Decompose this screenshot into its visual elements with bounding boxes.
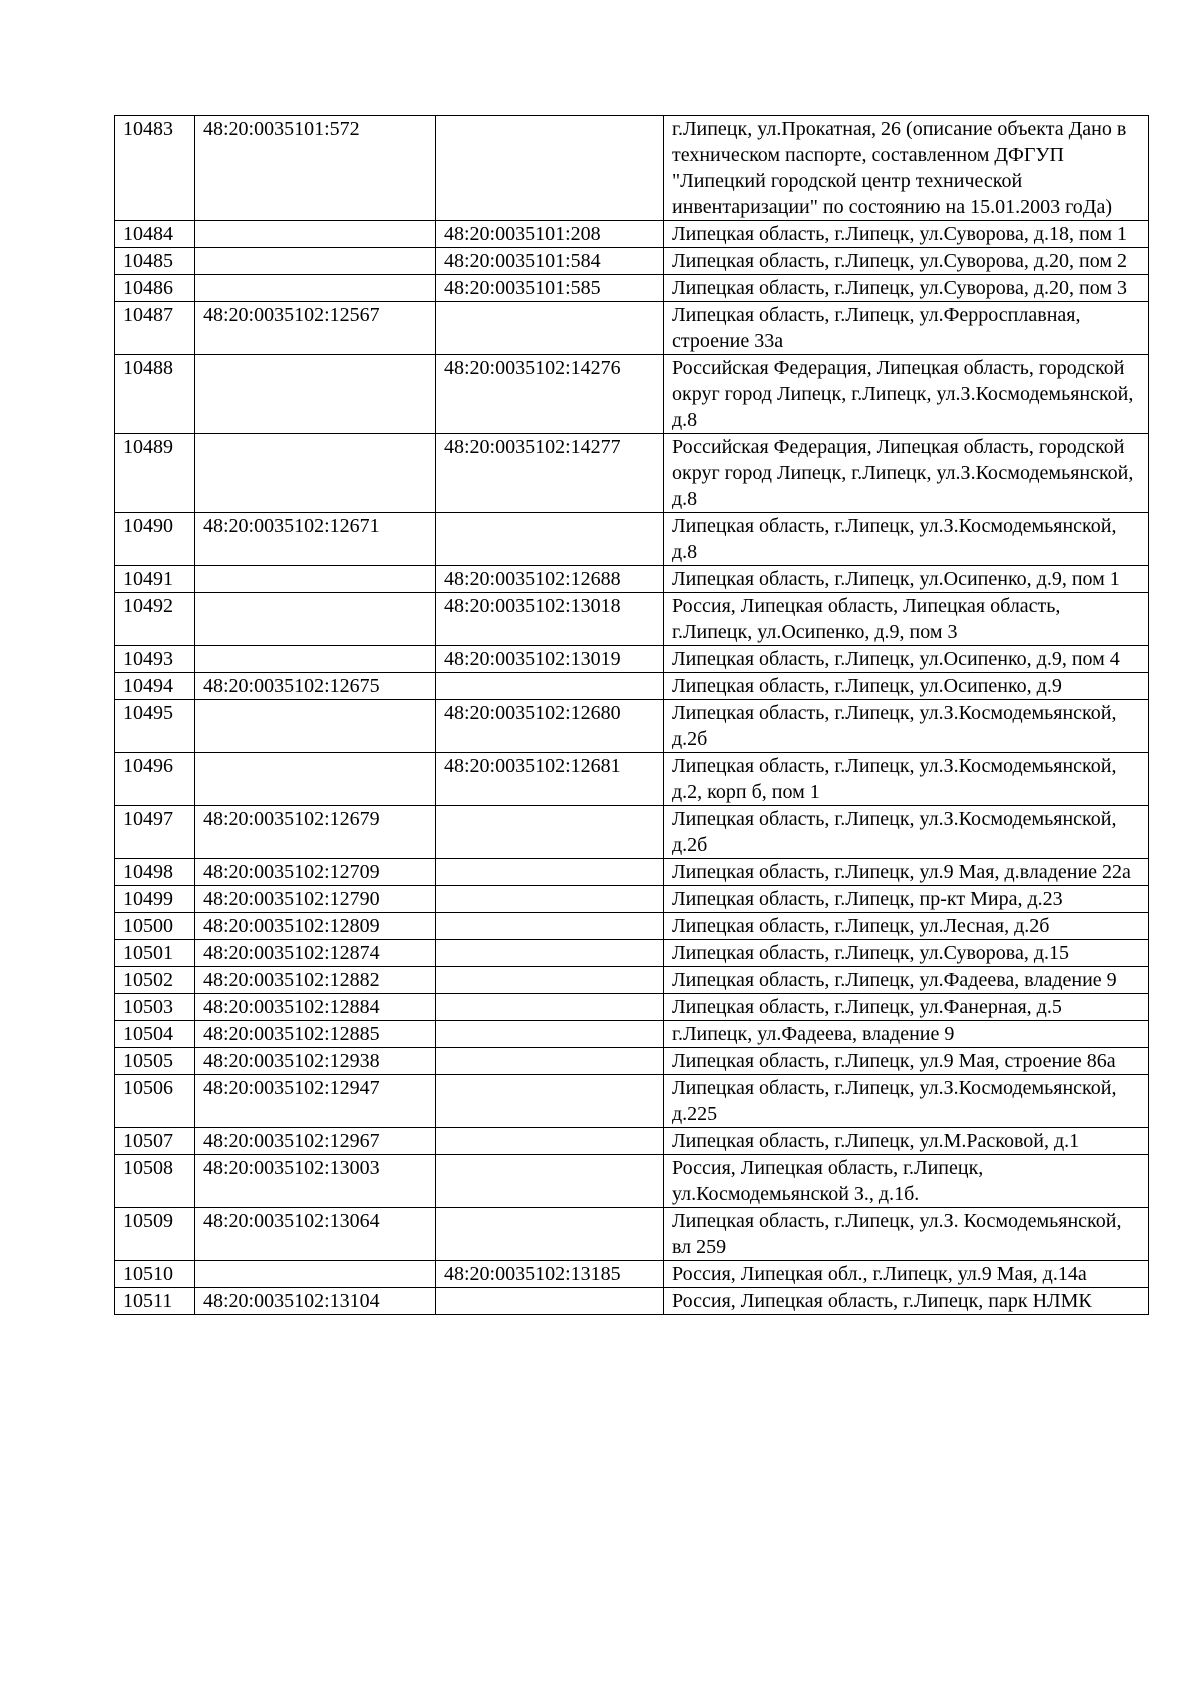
related-cadastral-number-cell: 48:20:0035102:13185 bbox=[436, 1261, 664, 1288]
row-number-cell: 10486 bbox=[115, 275, 195, 302]
row-number-cell: 10500 bbox=[115, 913, 195, 940]
address-cell: Липецкая область, г.Липецк, ул.Суворова, д.20, пом 3 bbox=[664, 275, 1149, 302]
row-number-cell: 10496 bbox=[115, 753, 195, 806]
related-cadastral-number-cell bbox=[436, 940, 664, 967]
address-cell: г.Липецк, ул.Прокатная, 26 (описание объекта Дано в техническом паспорте, составленном ДФГУП "Липецкий городской центр технической инвентаризации" по состоянию на 15.01.2003 гоДа) bbox=[664, 116, 1149, 221]
address-cell: Липецкая область, г.Липецк, ул.З.Космодемьянской, д.225 bbox=[664, 1075, 1149, 1128]
address-cell: Липецкая область, г.Липецк, ул.Осипенко, д.9, пом 4 bbox=[664, 646, 1149, 673]
related-cadastral-number-cell bbox=[436, 967, 664, 994]
table-row bbox=[115, 1075, 1149, 1128]
table-row bbox=[115, 806, 1149, 859]
row-number-cell: 10485 bbox=[115, 248, 195, 275]
table-row bbox=[115, 1288, 1149, 1315]
related-cadastral-number-cell bbox=[436, 1021, 664, 1048]
cadastral-number-cell bbox=[195, 275, 436, 302]
cadastral-number-cell: 48:20:0035102:12567 bbox=[195, 302, 436, 355]
cadastral-number-cell bbox=[195, 221, 436, 248]
cadastral-number-cell: 48:20:0035102:12882 bbox=[195, 967, 436, 994]
cadastral-number-cell bbox=[195, 434, 436, 513]
address-cell: Липецкая область, г.Липецк, ул.Осипенко, д.9, пом 1 bbox=[664, 566, 1149, 593]
related-cadastral-number-cell bbox=[436, 1075, 664, 1128]
row-number-cell: 10490 bbox=[115, 513, 195, 566]
row-number-cell: 10493 bbox=[115, 646, 195, 673]
row-number-cell: 10503 bbox=[115, 994, 195, 1021]
row-number-cell: 10511 bbox=[115, 1288, 195, 1315]
cadastral-number-cell: 48:20:0035102:12809 bbox=[195, 913, 436, 940]
cadastral-number-cell: 48:20:0035102:12790 bbox=[195, 886, 436, 913]
cadastral-number-cell bbox=[195, 355, 436, 434]
address-cell: Липецкая область, г.Липецк, ул.М.Расковой, д.1 bbox=[664, 1128, 1149, 1155]
table-row bbox=[115, 967, 1149, 994]
address-cell: Липецкая область, г.Липецк, ул.Суворова, д.20, пом 2 bbox=[664, 248, 1149, 275]
table-row bbox=[115, 566, 1149, 593]
related-cadastral-number-cell bbox=[436, 806, 664, 859]
related-cadastral-number-cell: 48:20:0035102:13018 bbox=[436, 593, 664, 646]
table-row bbox=[115, 1261, 1149, 1288]
related-cadastral-number-cell bbox=[436, 513, 664, 566]
address-cell: Липецкая область, г.Липецк, ул.Осипенко, д.9 bbox=[664, 673, 1149, 700]
cadastral-number-cell: 48:20:0035102:13104 bbox=[195, 1288, 436, 1315]
row-number-cell: 10492 bbox=[115, 593, 195, 646]
address-cell: Российская Федерация, Липецкая область, городской округ город Липецк, г.Липецк, ул.З.Космодемьянской, д.8 bbox=[664, 434, 1149, 513]
related-cadastral-number-cell: 48:20:0035102:12680 bbox=[436, 700, 664, 753]
row-number-cell: 10508 bbox=[115, 1155, 195, 1208]
table-row bbox=[115, 248, 1149, 275]
row-number-cell: 10491 bbox=[115, 566, 195, 593]
cadastral-number-cell: 48:20:0035102:12679 bbox=[195, 806, 436, 859]
cadastral-number-cell: 48:20:0035102:13003 bbox=[195, 1155, 436, 1208]
row-number-cell: 10502 bbox=[115, 967, 195, 994]
related-cadastral-number-cell bbox=[436, 994, 664, 1021]
address-cell: Липецкая область, г.Липецк, ул.Суворова, д.18, пом 1 bbox=[664, 221, 1149, 248]
related-cadastral-number-cell: 48:20:0035102:14276 bbox=[436, 355, 664, 434]
cadastral-number-cell: 48:20:0035102:12938 bbox=[195, 1048, 436, 1075]
table-row bbox=[115, 646, 1149, 673]
cadastral-number-cell bbox=[195, 593, 436, 646]
table-row bbox=[115, 1208, 1149, 1261]
table-row bbox=[115, 994, 1149, 1021]
address-cell: Российская Федерация, Липецкая область, городской округ город Липецк, г.Липецк, ул.З.Космодемьянской, д.8 bbox=[664, 355, 1149, 434]
property-table bbox=[114, 115, 1149, 1315]
table-row bbox=[115, 593, 1149, 646]
row-number-cell: 10507 bbox=[115, 1128, 195, 1155]
table-row bbox=[115, 434, 1149, 513]
related-cadastral-number-cell bbox=[436, 859, 664, 886]
related-cadastral-number-cell bbox=[436, 116, 664, 221]
row-number-cell: 10484 bbox=[115, 221, 195, 248]
cadastral-number-cell bbox=[195, 646, 436, 673]
cadastral-number-cell: 48:20:0035102:12885 bbox=[195, 1021, 436, 1048]
related-cadastral-number-cell: 48:20:0035102:12688 bbox=[436, 566, 664, 593]
address-cell: Россия, Липецкая область, г.Липецк, парк НЛМК bbox=[664, 1288, 1149, 1315]
cadastral-number-cell: 48:20:0035102:12967 bbox=[195, 1128, 436, 1155]
address-cell: Липецкая область, г.Липецк, ул.Суворова, д.15 bbox=[664, 940, 1149, 967]
related-cadastral-number-cell bbox=[436, 1288, 664, 1315]
address-cell: Липецкая область, г.Липецк, ул.З.Космодемьянской, д.8 bbox=[664, 513, 1149, 566]
table-row bbox=[115, 700, 1149, 753]
cadastral-number-cell: 48:20:0035102:12884 bbox=[195, 994, 436, 1021]
row-number-cell: 10489 bbox=[115, 434, 195, 513]
related-cadastral-number-cell: 48:20:0035101:584 bbox=[436, 248, 664, 275]
cadastral-number-cell: 48:20:0035102:12709 bbox=[195, 859, 436, 886]
address-cell: Россия, Липецкая область, г.Липецк, ул.Космодемьянской З., д.1б. bbox=[664, 1155, 1149, 1208]
related-cadastral-number-cell: 48:20:0035102:13019 bbox=[436, 646, 664, 673]
row-number-cell: 10506 bbox=[115, 1075, 195, 1128]
table-row bbox=[115, 221, 1149, 248]
cadastral-number-cell: 48:20:0035101:572 bbox=[195, 116, 436, 221]
table-row bbox=[115, 1155, 1149, 1208]
table-row bbox=[115, 1021, 1149, 1048]
cadastral-number-cell: 48:20:0035102:12947 bbox=[195, 1075, 436, 1128]
address-cell: Липецкая область, г.Липецк, ул.9 Мая, д.владение 22а bbox=[664, 859, 1149, 886]
cadastral-number-cell: 48:20:0035102:12671 bbox=[195, 513, 436, 566]
address-cell: Липецкая область, г.Липецк, ул.Фанерная, д.5 bbox=[664, 994, 1149, 1021]
related-cadastral-number-cell bbox=[436, 913, 664, 940]
cadastral-number-cell bbox=[195, 566, 436, 593]
row-number-cell: 10499 bbox=[115, 886, 195, 913]
table-row bbox=[115, 355, 1149, 434]
address-cell: Липецкая область, г.Липецк, ул.З.Космодемьянской, д.2, корп б, пом 1 bbox=[664, 753, 1149, 806]
cadastral-number-cell bbox=[195, 753, 436, 806]
address-cell: Липецкая область, г.Липецк, пр-кт Мира, д.23 bbox=[664, 886, 1149, 913]
table-row bbox=[115, 1048, 1149, 1075]
related-cadastral-number-cell bbox=[436, 1155, 664, 1208]
address-cell: Липецкая область, г.Липецк, ул.Фадеева, владение 9 bbox=[664, 967, 1149, 994]
related-cadastral-number-cell bbox=[436, 886, 664, 913]
related-cadastral-number-cell: 48:20:0035101:585 bbox=[436, 275, 664, 302]
cadastral-number-cell bbox=[195, 248, 436, 275]
table-row bbox=[115, 913, 1149, 940]
related-cadastral-number-cell: 48:20:0035102:14277 bbox=[436, 434, 664, 513]
address-cell: Липецкая область, г.Липецк, ул.Ферросплавная, строение 33а bbox=[664, 302, 1149, 355]
row-number-cell: 10495 bbox=[115, 700, 195, 753]
row-number-cell: 10504 bbox=[115, 1021, 195, 1048]
address-cell: Липецкая область, г.Липецк, ул.Лесная, д.2б bbox=[664, 913, 1149, 940]
row-number-cell: 10494 bbox=[115, 673, 195, 700]
row-number-cell: 10488 bbox=[115, 355, 195, 434]
address-cell: Россия, Липецкая обл., г.Липецк, ул.9 Мая, д.14а bbox=[664, 1261, 1149, 1288]
cadastral-number-cell: 48:20:0035102:12874 bbox=[195, 940, 436, 967]
cadastral-number-cell bbox=[195, 1261, 436, 1288]
row-number-cell: 10505 bbox=[115, 1048, 195, 1075]
address-cell: Липецкая область, г.Липецк, ул.З. Космодемьянской, вл 259 bbox=[664, 1208, 1149, 1261]
related-cadastral-number-cell bbox=[436, 1048, 664, 1075]
row-number-cell: 10497 bbox=[115, 806, 195, 859]
table-row bbox=[115, 886, 1149, 913]
row-number-cell: 10498 bbox=[115, 859, 195, 886]
table-row bbox=[115, 673, 1149, 700]
table-row bbox=[115, 302, 1149, 355]
related-cadastral-number-cell bbox=[436, 302, 664, 355]
address-cell: Липецкая область, г.Липецк, ул.9 Мая, строение 86а bbox=[664, 1048, 1149, 1075]
related-cadastral-number-cell: 48:20:0035102:12681 bbox=[436, 753, 664, 806]
address-cell: г.Липецк, ул.Фадеева, владение 9 bbox=[664, 1021, 1149, 1048]
table-body bbox=[115, 116, 1149, 1315]
row-number-cell: 10510 bbox=[115, 1261, 195, 1288]
table-row bbox=[115, 116, 1149, 221]
related-cadastral-number-cell: 48:20:0035101:208 bbox=[436, 221, 664, 248]
row-number-cell: 10501 bbox=[115, 940, 195, 967]
table-row bbox=[115, 753, 1149, 806]
row-number-cell: 10509 bbox=[115, 1208, 195, 1261]
cadastral-number-cell bbox=[195, 700, 436, 753]
related-cadastral-number-cell bbox=[436, 1208, 664, 1261]
table-row bbox=[115, 940, 1149, 967]
related-cadastral-number-cell bbox=[436, 1128, 664, 1155]
related-cadastral-number-cell bbox=[436, 673, 664, 700]
address-cell: Липецкая область, г.Липецк, ул.З.Космодемьянской, д.2б bbox=[664, 806, 1149, 859]
row-number-cell: 10483 bbox=[115, 116, 195, 221]
address-cell: Липецкая область, г.Липецк, ул.З.Космодемьянской, д.2б bbox=[664, 700, 1149, 753]
address-cell: Россия, Липецкая область, Липецкая область, г.Липецк, ул.Осипенко, д.9, пом 3 bbox=[664, 593, 1149, 646]
cadastral-number-cell: 48:20:0035102:13064 bbox=[195, 1208, 436, 1261]
table-row bbox=[115, 859, 1149, 886]
table-row bbox=[115, 275, 1149, 302]
row-number-cell: 10487 bbox=[115, 302, 195, 355]
table-row bbox=[115, 1128, 1149, 1155]
cadastral-number-cell: 48:20:0035102:12675 bbox=[195, 673, 436, 700]
table-row bbox=[115, 513, 1149, 566]
